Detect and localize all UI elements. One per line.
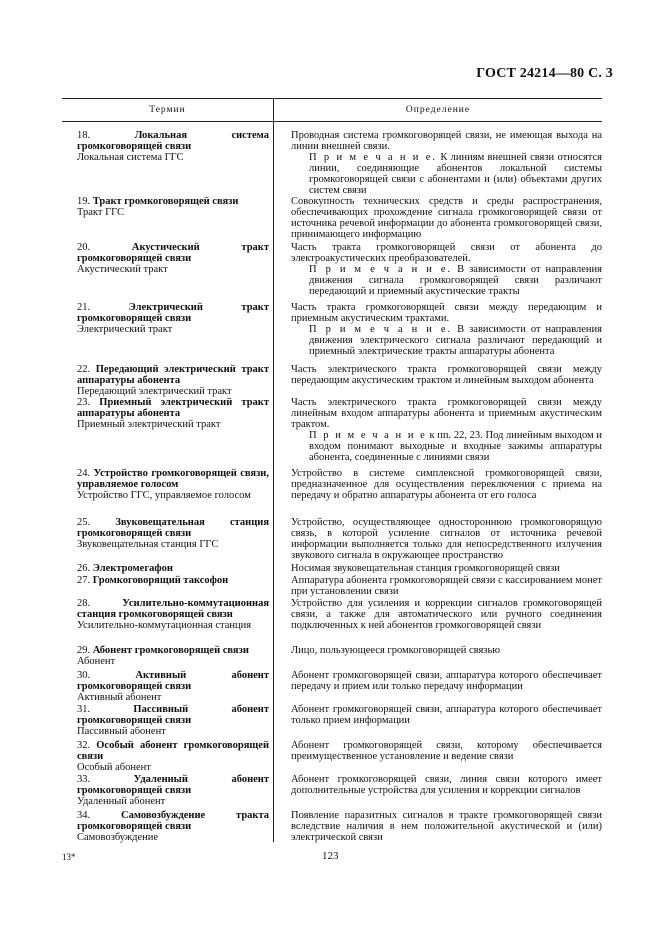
table-row xyxy=(62,575,602,597)
term-cell xyxy=(62,645,273,667)
term-cell xyxy=(62,670,273,703)
term-number: 34. xyxy=(77,810,91,821)
note-label: П р и м е ч а н и е xyxy=(309,430,427,442)
term-name xyxy=(62,364,269,386)
term-title: Особый абонент громкоговорящей связи xyxy=(77,740,270,763)
note-text: к пп. 22, 23. Под линейным выходом и входом понимают выходные и входные зажимы аппаратуры абонента, соединенные с линиями связи xyxy=(309,430,602,464)
definition-cell xyxy=(273,130,602,197)
term-name xyxy=(62,563,269,574)
term-cell xyxy=(62,774,273,807)
term-name xyxy=(62,598,269,620)
term-name xyxy=(62,196,269,207)
term-short-form: Приемный электрический тракт xyxy=(77,419,221,431)
term-name xyxy=(62,468,269,490)
table-row xyxy=(62,468,602,501)
note-text: К линиям внешней связи относятся линии, соединяющие абонентов локальной системы громкоговорящей связи с абонентами и (или) объектами других систем связи xyxy=(309,152,602,197)
term-short-form: Устройство ГГС, управляемое голосом xyxy=(77,490,251,502)
definition-cell xyxy=(273,517,602,561)
term-number: 20. xyxy=(77,242,91,253)
term-short-form: Усилительно-коммутационная станция xyxy=(77,620,252,632)
term-short-form: Удаленный абонент xyxy=(77,796,166,808)
term-name xyxy=(62,774,269,796)
definition-text: Абонент громкоговорящей связи, аппаратура которого обеспечивает только прием информации xyxy=(291,704,602,727)
definition-text: Устройство в системе симплексной громкоговорящей связи, предназначенное для осуществления переключения с приема на передачу и обратно аппаратуры абонента от его голоса xyxy=(291,468,602,502)
term-title: Активный абонент громкоговорящей связи xyxy=(77,670,269,693)
term-short-form: Звуковещательная станция ГГС xyxy=(77,539,219,551)
term-cell xyxy=(62,740,273,773)
table-row xyxy=(62,645,602,667)
term-cell xyxy=(62,517,273,561)
term-name xyxy=(62,130,269,152)
term-cell xyxy=(62,130,273,197)
term-short-form: Локальная система ГГС xyxy=(77,152,184,164)
definition-text: Устройство для усиления и коррекции сигналов громкоговорящей связи, а также для автоматического или ручного соединения подключенных к ней абонентов громкоговорящей связи xyxy=(291,598,602,632)
term-title: Акустический тракт громкоговорящей связи xyxy=(77,242,269,265)
definition-note xyxy=(291,324,602,357)
definition-text: Лицо, пользующееся громкоговорящей связью xyxy=(291,645,501,656)
term-number: 26. xyxy=(77,563,91,574)
note-text: В зависимости от направления движения электрического сигнала различают передающий и приемный электрические тракты аппаратуры абонента xyxy=(309,324,602,358)
table-row xyxy=(62,364,602,397)
term-cell xyxy=(62,598,273,631)
table-row xyxy=(62,563,602,574)
term-name xyxy=(62,575,269,586)
document-header: ГОСТ 24214—80 С. 3 xyxy=(476,66,613,81)
table-row xyxy=(62,598,602,631)
term-name xyxy=(62,645,269,656)
term-cell xyxy=(62,302,273,357)
term-title: Электрический тракт громкоговорящей связи xyxy=(77,302,269,325)
term-cell xyxy=(62,364,273,397)
term-name xyxy=(62,397,269,419)
term-number: 24. xyxy=(77,468,91,479)
table-row xyxy=(62,740,602,773)
term-title: Самовозбуждение тракта громкоговорящей связи xyxy=(77,810,270,833)
definition-text: Совокупность технических средств и среды распространения, обеспечивающих прохождение сигнала громкоговорящей связи от источника речевой информации до абонента громкоговорящей связи, принимающего информацию xyxy=(291,196,602,241)
term-name xyxy=(62,670,269,692)
definition-cell xyxy=(273,397,602,464)
term-title: Удаленный абонент громкоговорящей связи xyxy=(77,774,269,797)
definition-cell xyxy=(273,670,602,703)
definition-text: Абонент громкоговорящей связи, аппаратура которого обеспечивает передачу и прием или только передачу информации xyxy=(291,670,602,693)
definition-cell xyxy=(273,468,602,501)
term-number: 22. xyxy=(77,364,91,375)
definition-text: Абонент громкоговорящей связи, которому обеспечивается преимущественное установление и ведение связи xyxy=(291,740,602,763)
term-title: Усилительно-коммутационная станция громкоговорящей связи xyxy=(77,598,269,621)
definition-text: Проводная система громкоговорящей связи, не имеющая выхода на линии внешней связи. xyxy=(291,130,602,153)
term-cell xyxy=(62,397,273,464)
note-text: В зависимости от направления движения сигнала громкоговорящей связи различают передающий и приемный акустические тракты xyxy=(309,264,602,298)
table-row xyxy=(62,670,602,703)
definition-text: Абонент громкоговорящей связи, линия связи которого имеет дополнительные устройства для усиления и коррекции сигналов xyxy=(291,774,602,797)
definition-text: Появление паразитных сигналов в тракте громкоговорящей связи вследствие наличия в нем положительной акустической и (или) электрической связи xyxy=(291,810,602,844)
definition-text: Часть электрического тракта громкоговорящей связи между передающим акустическим трактом и линейным выходом абонента xyxy=(291,364,602,387)
definition-cell xyxy=(273,810,602,843)
table-row xyxy=(62,196,602,240)
definition-cell xyxy=(273,364,602,397)
term-short-form: Абонент xyxy=(77,656,116,668)
term-title: Пассивный абонент громкоговорящей связи xyxy=(77,704,269,727)
term-number: 30. xyxy=(77,670,91,681)
definition-text: Устройство, осуществляющее одностороннюю громкоговорящую связь, в которой усиление сигналов от источника речевой информации выполняется только для непосредственного излучения звукового сигнала в окружающее пространство xyxy=(291,517,602,562)
term-number: 18. xyxy=(77,130,91,141)
term-name xyxy=(62,517,269,539)
term-title: Громкоговорящий таксофон xyxy=(92,575,229,586)
term-name xyxy=(62,704,269,726)
definition-text: Часть тракта громкоговорящей связи от абонента до электроакустических преобразователей. xyxy=(291,242,602,265)
table-row xyxy=(62,810,602,843)
term-title: Локальная система громкоговорящей связи xyxy=(77,130,269,153)
column-header-definition: Определение xyxy=(405,105,471,115)
term-number: 32. xyxy=(77,740,91,751)
term-title: Передающий электрический тракт аппаратуры абонента xyxy=(77,364,270,387)
term-number: 21. xyxy=(77,302,91,313)
definition-cell xyxy=(273,196,602,240)
term-cell xyxy=(62,563,273,574)
definition-cell xyxy=(273,598,602,631)
term-number: 33. xyxy=(77,774,91,785)
definition-text: Часть тракта громкоговорящей связи между передающим и приемным акустическим трактами. xyxy=(291,302,602,325)
definition-note xyxy=(291,430,602,463)
term-short-form: Пассивный абонент xyxy=(77,726,166,738)
term-short-form: Особый абонент xyxy=(77,762,151,774)
column-header-term: Термин xyxy=(62,99,274,121)
term-title: Тракт громкоговорящей связи xyxy=(92,196,239,207)
note-label: П р и м е ч а н и е. xyxy=(309,264,453,276)
term-name xyxy=(62,302,269,324)
definition-cell xyxy=(273,645,602,667)
page-number: 123 xyxy=(322,850,339,862)
table-row xyxy=(62,130,602,197)
definition-cell xyxy=(273,704,602,737)
term-short-form: Активный абонент xyxy=(77,692,162,704)
term-title: Абонент громкоговорящей связи xyxy=(92,645,249,656)
term-number: 27. xyxy=(77,575,91,586)
definition-cell xyxy=(273,774,602,807)
definition-cell xyxy=(273,302,602,357)
table-row xyxy=(62,242,602,297)
term-short-form: Самовозбуждение xyxy=(77,832,159,844)
definition-cell xyxy=(273,563,602,574)
term-number: 31. xyxy=(77,704,91,715)
footer-sheet-mark: 13* xyxy=(62,852,76,862)
definition-cell xyxy=(273,242,602,297)
table-row xyxy=(62,704,602,737)
term-cell xyxy=(62,468,273,501)
table-header xyxy=(62,98,602,122)
term-short-form: Передающий электрический тракт xyxy=(77,386,232,398)
term-name xyxy=(62,242,269,264)
definition-text: Часть электрического тракта громкоговорящей связи между линейным входом аппаратуры абонента и приемным акустическим трактом. xyxy=(291,397,602,431)
term-number: 23. xyxy=(77,397,91,408)
term-title: Устройство громкоговорящей связи, управляемое голосом xyxy=(77,468,269,491)
term-cell xyxy=(62,575,273,597)
table-row xyxy=(62,302,602,357)
definition-cell xyxy=(273,575,602,597)
term-cell xyxy=(62,810,273,843)
term-number: 29. xyxy=(77,645,91,656)
definition-text: Аппаратура абонента громкоговорящей связи с кассированием монет при установлении связи xyxy=(291,575,602,598)
table-row xyxy=(62,517,602,561)
table-row xyxy=(62,397,602,464)
definition-note xyxy=(291,264,602,297)
term-title: Электромегафон xyxy=(92,563,173,574)
term-name xyxy=(62,810,269,832)
note-label: П р и м е ч а н и е. xyxy=(309,324,453,336)
column-divider xyxy=(273,122,274,842)
term-short-form: Электрический тракт xyxy=(77,324,173,336)
definition-note xyxy=(291,152,602,196)
term-number: 28. xyxy=(77,598,91,609)
term-number: 19. xyxy=(77,196,91,207)
term-number: 25. xyxy=(77,517,91,528)
term-title: Звуковещательная станция громкоговорящей связи xyxy=(77,517,270,540)
term-cell xyxy=(62,242,273,297)
term-cell xyxy=(62,704,273,737)
table-row xyxy=(62,774,602,807)
definition-cell xyxy=(273,740,602,773)
term-short-form: Акустический тракт xyxy=(77,264,168,276)
definition-text: Носимая звуковещательная станция громкоговорящей связи xyxy=(291,563,560,574)
term-name xyxy=(62,740,269,762)
terms-table xyxy=(62,98,602,844)
note-label: П р и м е ч а н и е. xyxy=(309,152,438,164)
term-short-form: Тракт ГГС xyxy=(77,207,125,219)
term-cell xyxy=(62,196,273,240)
term-title: Приемный электрический тракт аппаратуры абонента xyxy=(77,397,269,420)
